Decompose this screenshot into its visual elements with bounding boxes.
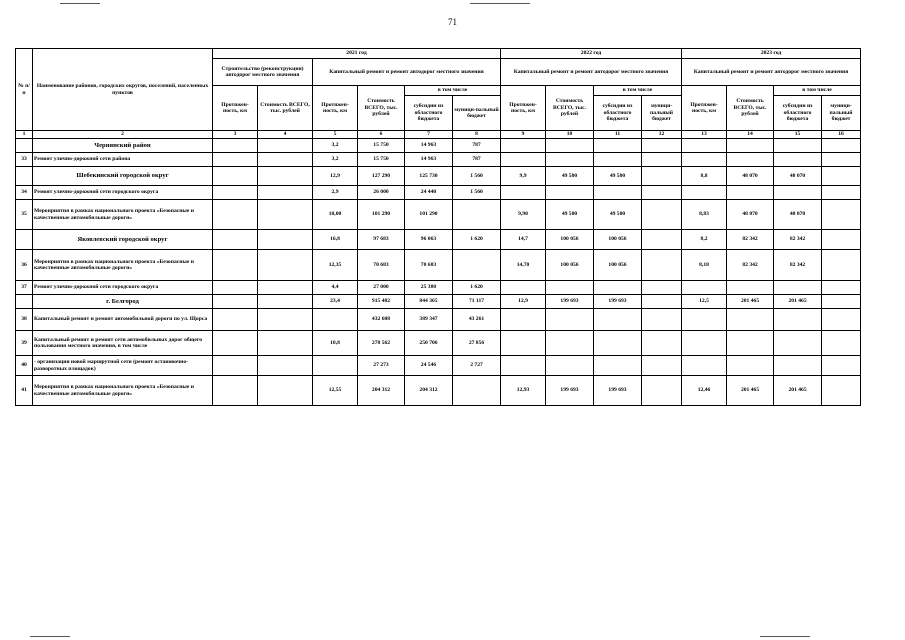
value-cell: 201 465 (774, 376, 822, 406)
value-cell: 23,4 (313, 295, 358, 309)
value-cell: 4,4 (313, 281, 358, 295)
value-cell (594, 139, 642, 153)
value-cell: 71 117 (453, 295, 501, 309)
header-capital-repair-2021: Капитальный ремонт и ремонт автодорог местного значения (313, 59, 501, 86)
value-cell (822, 250, 861, 281)
value-cell (682, 281, 727, 295)
row-number (16, 230, 33, 250)
column-number-row (16, 131, 861, 139)
value-cell (213, 309, 258, 331)
value-cell: 97 683 (358, 230, 405, 250)
header-including: в том числе (594, 86, 682, 96)
scan-artifact (760, 636, 810, 637)
value-cell: 1 620 (453, 281, 501, 295)
value-cell (822, 186, 861, 200)
column-number: 2 (33, 131, 213, 139)
value-cell: 100 056 (594, 230, 642, 250)
value-cell: 201 465 (727, 295, 774, 309)
value-cell (258, 281, 313, 295)
column-number: 12 (642, 131, 682, 139)
table-body (16, 139, 861, 406)
value-cell (727, 309, 774, 331)
value-cell: 82 342 (727, 250, 774, 281)
header-cost-total: Стоимость ВСЕГО, тыс. рублей (546, 86, 594, 131)
column-number: 6 (358, 131, 405, 139)
value-cell (642, 376, 682, 406)
value-cell (594, 186, 642, 200)
district-row (16, 139, 861, 153)
scan-artifact (30, 636, 70, 637)
value-cell (594, 309, 642, 331)
district-name: г. Белгород (33, 295, 213, 309)
value-cell (213, 295, 258, 309)
item-name: Мероприятия в рамках национального проекта «Безопасные и качественные автомобильные дороги» (33, 376, 213, 406)
value-cell (258, 167, 313, 186)
row-number: 38 (16, 309, 33, 331)
row-number (16, 139, 33, 153)
item-name: Капитальный ремонт и ремонт автомобильной дороги по ул. Щорса (33, 309, 213, 331)
value-cell (213, 186, 258, 200)
value-cell (453, 376, 501, 406)
value-cell (727, 186, 774, 200)
value-cell: 26 000 (358, 186, 405, 200)
district-row (16, 167, 861, 186)
value-cell (727, 356, 774, 376)
value-cell (774, 356, 822, 376)
value-cell (682, 153, 727, 167)
value-cell: 199 693 (546, 376, 594, 406)
value-cell (594, 331, 642, 356)
value-cell (822, 356, 861, 376)
column-number: 1 (16, 131, 33, 139)
value-cell: 100 056 (546, 230, 594, 250)
value-cell (822, 281, 861, 295)
value-cell (546, 139, 594, 153)
value-cell (822, 331, 861, 356)
row-number: 37 (16, 281, 33, 295)
column-number: 9 (501, 131, 546, 139)
value-cell (774, 153, 822, 167)
value-cell: 1 560 (453, 186, 501, 200)
value-cell (642, 186, 682, 200)
value-cell (501, 186, 546, 200)
table-row (16, 309, 861, 331)
value-cell (213, 139, 258, 153)
value-cell: 12,35 (313, 250, 358, 281)
value-cell (822, 139, 861, 153)
value-cell (682, 331, 727, 356)
value-cell: 48 070 (774, 200, 822, 230)
value-cell: 844 365 (405, 295, 453, 309)
item-name: Мероприятия в рамках национального проекта «Безопасные и качественные автомобильные дороги» (33, 200, 213, 230)
value-cell (642, 200, 682, 230)
header-cost-total: Стоимость ВСЕГО, тыс. рублей (358, 86, 405, 131)
value-cell (546, 186, 594, 200)
header-length: Протяжен-ность, км (682, 86, 727, 131)
value-cell (774, 309, 822, 331)
row-number (16, 167, 33, 186)
header-cost-total: Стоимость ВСЕГО, тыс. рублей (727, 86, 774, 131)
value-cell: 9,9 (501, 167, 546, 186)
column-number: 11 (594, 131, 642, 139)
value-cell: 14 963 (405, 139, 453, 153)
value-cell: 101 290 (358, 200, 405, 230)
value-cell: 12,46 (682, 376, 727, 406)
row-number (16, 295, 33, 309)
value-cell: 48 070 (727, 167, 774, 186)
value-cell (642, 250, 682, 281)
value-cell: 201 465 (774, 295, 822, 309)
value-cell (258, 139, 313, 153)
value-cell: 12,93 (501, 376, 546, 406)
value-cell: 27 000 (358, 281, 405, 295)
table-row (16, 331, 861, 356)
column-number: 8 (453, 131, 501, 139)
value-cell: 204 312 (358, 376, 405, 406)
district-name: Шебекинский городской округ (33, 167, 213, 186)
value-cell (313, 309, 358, 331)
value-cell: 8,18 (682, 250, 727, 281)
value-cell (453, 200, 501, 230)
row-number: 35 (16, 200, 33, 230)
value-cell: 25 380 (405, 281, 453, 295)
value-cell: 15 750 (358, 153, 405, 167)
value-cell: 14 963 (405, 153, 453, 167)
column-number: 3 (213, 131, 258, 139)
value-cell (822, 200, 861, 230)
district-name: Яковлевский городской округ (33, 230, 213, 250)
table-row (16, 200, 861, 230)
value-cell (642, 153, 682, 167)
value-cell (213, 356, 258, 376)
value-cell (727, 281, 774, 295)
value-cell (546, 356, 594, 376)
row-number: 36 (16, 250, 33, 281)
value-cell (258, 331, 313, 356)
header-construction: Строительство (реконструкция) автодорог местного значения (213, 59, 313, 86)
value-cell: 1 560 (453, 167, 501, 186)
value-cell (213, 153, 258, 167)
value-cell: 100 056 (594, 250, 642, 281)
value-cell (774, 331, 822, 356)
value-cell (213, 331, 258, 356)
value-cell: 27 856 (453, 331, 501, 356)
value-cell: 70 683 (358, 250, 405, 281)
header-municipal-budget: муници-пальный бюджет (822, 96, 861, 131)
value-cell (213, 230, 258, 250)
value-cell: 389 347 (405, 309, 453, 331)
value-cell (258, 376, 313, 406)
column-number: 5 (313, 131, 358, 139)
value-cell (258, 250, 313, 281)
value-cell (501, 309, 546, 331)
value-cell (727, 331, 774, 356)
value-cell: 278 562 (358, 331, 405, 356)
value-cell: 12,5 (682, 295, 727, 309)
district-name: Чернянский район (33, 139, 213, 153)
value-cell (727, 153, 774, 167)
value-cell (822, 376, 861, 406)
value-cell (642, 331, 682, 356)
value-cell (594, 281, 642, 295)
value-cell: 12,55 (313, 376, 358, 406)
value-cell (258, 153, 313, 167)
column-number: 13 (682, 131, 727, 139)
value-cell: 49 500 (546, 167, 594, 186)
value-cell: 787 (453, 139, 501, 153)
header-capital-repair-2023: Капитальный ремонт и ремонт автодорог местного значения (682, 59, 861, 86)
value-cell (546, 331, 594, 356)
header-regional-subsidy: субсидии из областного бюджета (774, 96, 822, 131)
row-number: 34 (16, 186, 33, 200)
value-cell: 3,2 (313, 139, 358, 153)
item-name: Ремонт улично-дорожной сети городского округа (33, 186, 213, 200)
table-row (16, 153, 861, 167)
value-cell: 82 342 (727, 230, 774, 250)
value-cell (313, 356, 358, 376)
value-cell (774, 186, 822, 200)
value-cell: 8,8 (682, 167, 727, 186)
item-name: Мероприятия в рамках национального проекта «Безопасные и качественные автомобильные дороги» (33, 250, 213, 281)
value-cell: 787 (453, 153, 501, 167)
value-cell: 199 693 (546, 295, 594, 309)
item-name: - организация новой маршрутной сети (ремонт остановочно-разворотных площадок) (33, 356, 213, 376)
value-cell (213, 167, 258, 186)
value-cell: 9,90 (501, 200, 546, 230)
header-no: № п/п (16, 49, 33, 131)
value-cell (258, 295, 313, 309)
value-cell (258, 356, 313, 376)
header-year-2023: 2023 год (682, 49, 861, 59)
value-cell: 3,2 (313, 153, 358, 167)
value-cell (642, 139, 682, 153)
value-cell (501, 139, 546, 153)
row-number: 41 (16, 376, 33, 406)
value-cell: 2,9 (313, 186, 358, 200)
table-row (16, 250, 861, 281)
header-length: Протяжен-ность, км (501, 86, 546, 131)
value-cell (213, 281, 258, 295)
value-cell (258, 186, 313, 200)
value-cell (642, 309, 682, 331)
column-number: 7 (405, 131, 453, 139)
value-cell: 127 290 (358, 167, 405, 186)
value-cell: 16,8 (313, 230, 358, 250)
header-length: Протяжен-ность, км (313, 86, 358, 131)
value-cell (822, 153, 861, 167)
value-cell (822, 230, 861, 250)
value-cell: 12,9 (501, 295, 546, 309)
value-cell: 201 465 (727, 376, 774, 406)
header-length: Протяжен-ность, км (213, 86, 258, 131)
value-cell: 204 312 (405, 376, 453, 406)
value-cell (258, 230, 313, 250)
value-cell: 70 683 (405, 250, 453, 281)
header-regional-subsidy: субсидии из областного бюджета (594, 96, 642, 131)
value-cell: 24 546 (405, 356, 453, 376)
value-cell (213, 376, 258, 406)
value-cell (258, 309, 313, 331)
row-number: 40 (16, 356, 33, 376)
value-cell (642, 356, 682, 376)
value-cell: 10,00 (313, 200, 358, 230)
item-name: Ремонт улично-дорожной сети городского округа (33, 281, 213, 295)
header-year-2022: 2022 год (501, 49, 682, 59)
row-number: 39 (16, 331, 33, 356)
value-cell: 48 070 (774, 167, 822, 186)
value-cell (501, 153, 546, 167)
table-row (16, 186, 861, 200)
item-name: Ремонт улично-дорожной сети района (33, 153, 213, 167)
value-cell (546, 281, 594, 295)
value-cell (682, 356, 727, 376)
header-including: в том числе (774, 86, 861, 96)
table-row (16, 376, 861, 406)
value-cell (642, 295, 682, 309)
header-including: в том числе (405, 86, 501, 96)
value-cell (642, 230, 682, 250)
value-cell: 14,7 (501, 230, 546, 250)
value-cell: 96 063 (405, 230, 453, 250)
header-capital-repair-2022: Капитальный ремонт и ремонт автодорог местного значения (501, 59, 682, 86)
value-cell (727, 139, 774, 153)
value-cell (822, 309, 861, 331)
header-name: Наименование районов, городских округов, поселений, населенных пунктов (33, 49, 213, 131)
table-row (16, 281, 861, 295)
header-cost-total: Стоимость ВСЕГО, тыс. рублей (258, 86, 313, 131)
value-cell (594, 356, 642, 376)
value-cell (774, 139, 822, 153)
value-cell: 1 620 (453, 230, 501, 250)
header-municipal-budget: муници-пальный бюджет (642, 96, 682, 131)
value-cell: 125 730 (405, 167, 453, 186)
value-cell (501, 356, 546, 376)
value-cell (822, 167, 861, 186)
value-cell: 915 482 (358, 295, 405, 309)
value-cell: 43 261 (453, 309, 501, 331)
value-cell: 49 500 (594, 200, 642, 230)
value-cell (822, 295, 861, 309)
value-cell: 101 290 (405, 200, 453, 230)
value-cell: 27 273 (358, 356, 405, 376)
value-cell (501, 331, 546, 356)
column-number: 15 (774, 131, 822, 139)
value-cell (682, 139, 727, 153)
item-name: Капитальный ремонт и ремонт сети автомобильных дорог общего пользования местного значения, в том числе (33, 331, 213, 356)
value-cell (546, 153, 594, 167)
value-cell: 15 750 (358, 139, 405, 153)
row-number: 33 (16, 153, 33, 167)
value-cell: 100 056 (546, 250, 594, 281)
header-year-2021: 2021 год (213, 49, 501, 59)
page-number: 71 (448, 17, 457, 27)
value-cell (594, 153, 642, 167)
value-cell: 8,83 (682, 200, 727, 230)
value-cell: 199 693 (594, 295, 642, 309)
value-cell: 82 342 (774, 230, 822, 250)
column-number: 14 (727, 131, 774, 139)
value-cell (682, 186, 727, 200)
value-cell: 24 440 (405, 186, 453, 200)
value-cell (258, 200, 313, 230)
district-row (16, 230, 861, 250)
column-number: 10 (546, 131, 594, 139)
value-cell (682, 309, 727, 331)
value-cell: 12,9 (313, 167, 358, 186)
value-cell (213, 250, 258, 281)
scan-artifact (60, 3, 100, 4)
value-cell: 10,8 (313, 331, 358, 356)
value-cell (213, 200, 258, 230)
value-cell: 8,2 (682, 230, 727, 250)
column-number: 4 (258, 131, 313, 139)
value-cell (642, 281, 682, 295)
value-cell (546, 309, 594, 331)
value-cell: 49 500 (546, 200, 594, 230)
value-cell: 14,70 (501, 250, 546, 281)
value-cell: 82 342 (774, 250, 822, 281)
value-cell: 2 727 (453, 356, 501, 376)
value-cell: 49 500 (594, 167, 642, 186)
value-cell: 48 070 (727, 200, 774, 230)
table-row (16, 356, 861, 376)
scan-artifact (470, 3, 530, 4)
value-cell (774, 281, 822, 295)
roads-table (15, 48, 861, 406)
value-cell (453, 250, 501, 281)
column-number: 16 (822, 131, 861, 139)
value-cell: 250 706 (405, 331, 453, 356)
value-cell (642, 167, 682, 186)
header-regional-subsidy: субсидии из областного бюджета (405, 96, 453, 131)
value-cell (501, 281, 546, 295)
district-row (16, 295, 861, 309)
value-cell: 199 693 (594, 376, 642, 406)
header-municipal-budget: муници-пальный бюджет (453, 96, 501, 131)
value-cell: 432 608 (358, 309, 405, 331)
